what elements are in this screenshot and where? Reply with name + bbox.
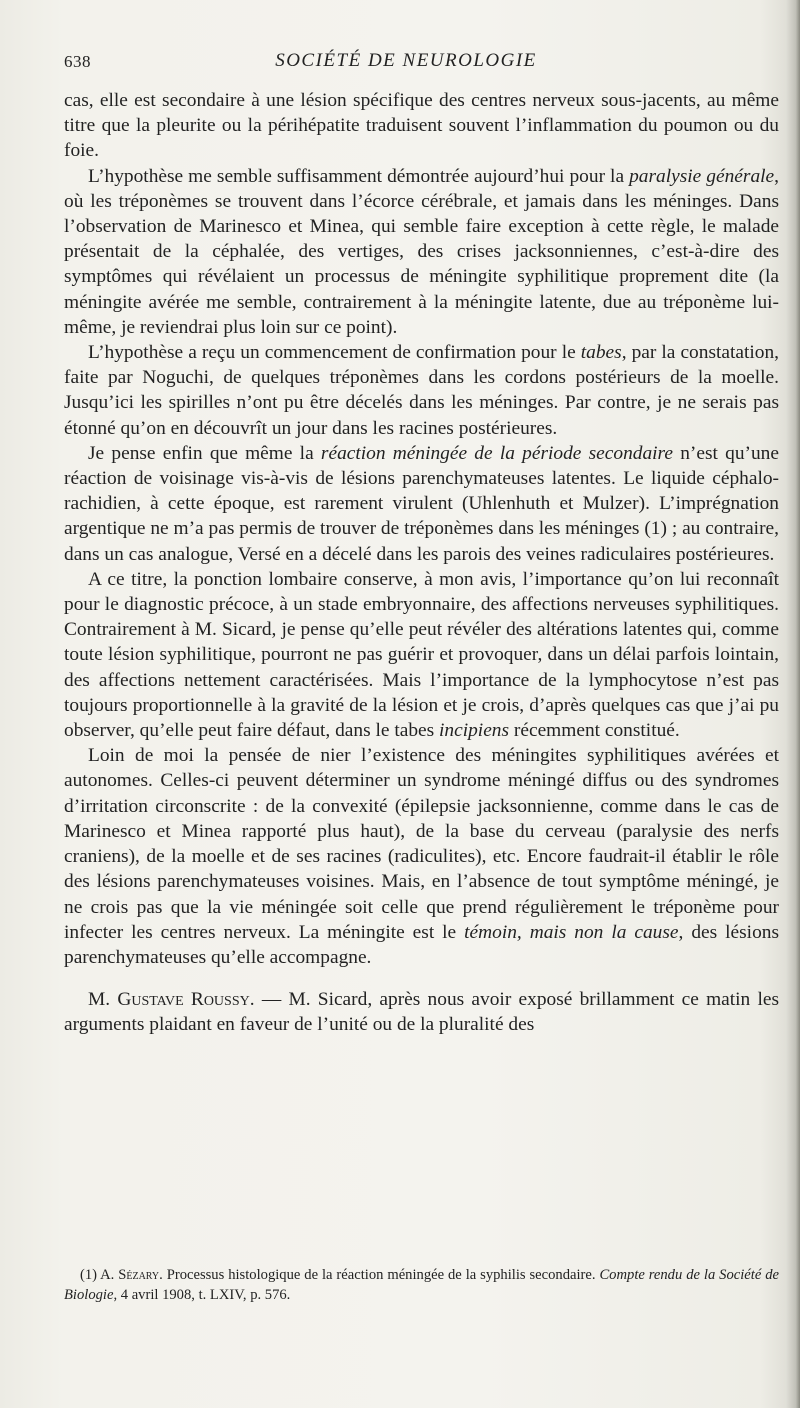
paragraph: [64, 340, 779, 441]
italic-text: témoin, mais non la cause: [464, 921, 679, 943]
speaker-paragraph: [64, 987, 779, 1037]
text-run: récemment constitué.: [509, 720, 680, 742]
text-run: L’hypothèse me semble suffisamment démontrée aujourd’hui pour la: [88, 165, 630, 187]
paragraph: [64, 743, 779, 970]
italic-text: incipiens: [439, 720, 510, 742]
paragraph: [64, 441, 779, 567]
text-run: , où les tréponèmes se trouvent dans l’écorce cérébrale, et jamais dans les méninges. Dans l’observation de Marinesco et Minea, qui semble faire exception à cette règle, le malade présentait de la céphalée, des vertiges, des crises jacksonniennes, c’est-à-dire des symptômes qui révélaient un processus de méningite syphilitique proprement dite (la méningite avérée me semble, contrairement à la méningite latente, due au tréponème lui-même, je reviendrai plus loin sur ce point).: [64, 165, 779, 338]
running-title: SOCIÉTÉ DE NEUROLOGIE: [275, 50, 537, 71]
footnote-text: [64, 1265, 779, 1305]
small-caps-name: Sézary: [118, 1267, 160, 1283]
text-run: n’est qu’une réaction de voisinage vis-à-vis de lésions parenchymateuses latentes. Le liquide céphalo-rachidien, à cette époque, est rarement virulent (Uhlenhuth et Mulzer). L’imprégnation argentique ne m’a pas permis de trouver de tréponèmes dans les méninges (1) ; au contraire, dans un cas analogue, Versé en a décelé dans les parois des veines radiculaires postérieures.: [64, 442, 779, 565]
text-run: , par la constatation, faite par Noguchi, de quelques tréponèmes dans les cordons postérieurs de la moelle. Jusqu’ici les spirilles n’ont pu être décelés dans les méninges. Par contre, je ne serais pas étonné qu’on en découvrît un jour dans les racines postérieures.: [64, 342, 779, 439]
text-run: , des lésions parenchymateuses qu’elle accompagne.: [64, 921, 780, 968]
small-caps-name: Gustave Roussy: [117, 989, 250, 1011]
text-run: Loin de moi la pensée de nier l’existence des méningites syphilitiques avérées et autonomes. Celles-ci peuvent déterminer un syndrome méningé diffus ou des syndromes d’irritation circonscrite : de la convexité (épilepsie jacksonnienne, comme dans le cas de Marinesco et Minea rapporté plus haut), de la base du cerveau (paralysie des nerfs craniens), de la moelle et de ses racines (radiculites), etc. Encore faudrait-il établir le rôle des lésions parenchymateuses voisines. Mais, en l’absence de tout symptôme méningé, je ne crois pas que la vie méningée soit celle que prend régulièrement le tréponème pour infecter les centres nerveux. La méningite est le: [64, 745, 779, 943]
italic-text: tabes: [580, 342, 622, 364]
text-run: A ce titre, la ponction lombaire conserve, à mon avis, l’importance qu’on lui reconnaît pour le diagnostic précoce, à un stade embryonnaire, des affections nerveuses syphilitiques. Contrairement à M. Sicard, je pense qu’elle peut révéler des altérations latentes qui, comme toute lésion syphilitique, pourront ne pas guérir et provoquer, dans un délai parfois lointain, des affections nettement caractérisées. Mais l’importance de la lymphocytose n’est pas toujours proportionnelle à la gravité de la lésion et je crois, d’après quelques cas que j’ai pu observer, qu’elle peut faire défaut, dans le tabes: [64, 568, 779, 742]
text-run: Je pense enfin que même la: [88, 442, 321, 464]
page-number: 638: [64, 52, 91, 71]
body-text: [64, 88, 779, 1038]
text-run: M.: [88, 989, 118, 1011]
paragraph: [64, 164, 779, 340]
text-run: . — M. Sicard, après nous avoir exposé brillamment ce matin les arguments plaidant en faveur de l’unité ou de la pluralité des: [64, 989, 780, 1036]
page-edge-shadow: [786, 0, 800, 1408]
text-run: . Processus histologique de la réaction méningée de la syphilis secondaire.: [159, 1267, 600, 1283]
footnote: [64, 1265, 779, 1305]
italic-text: réaction méningée de la période secondaire: [320, 442, 673, 464]
text-run: cas, elle est secondaire à une lésion spécifique des centres nerveux sous-jacents, au même titre que la pleurite ou la périhépatite traduisent souvent l’inflammation du poumon ou du foie.: [64, 90, 779, 162]
text-run: (1) A.: [80, 1267, 119, 1283]
paragraph: [64, 88, 779, 164]
italic-text: paralysie générale: [629, 165, 775, 187]
text-run: L’hypothèse a reçu un commencement de confirmation pour le: [88, 342, 581, 364]
page-header: [64, 52, 772, 80]
paragraph: [64, 567, 779, 743]
italic-text: Compte rendu de la Société de Biologie: [64, 1267, 779, 1303]
text-run: , 4 avril 1908, t. LXIV, p. 576.: [113, 1287, 291, 1303]
